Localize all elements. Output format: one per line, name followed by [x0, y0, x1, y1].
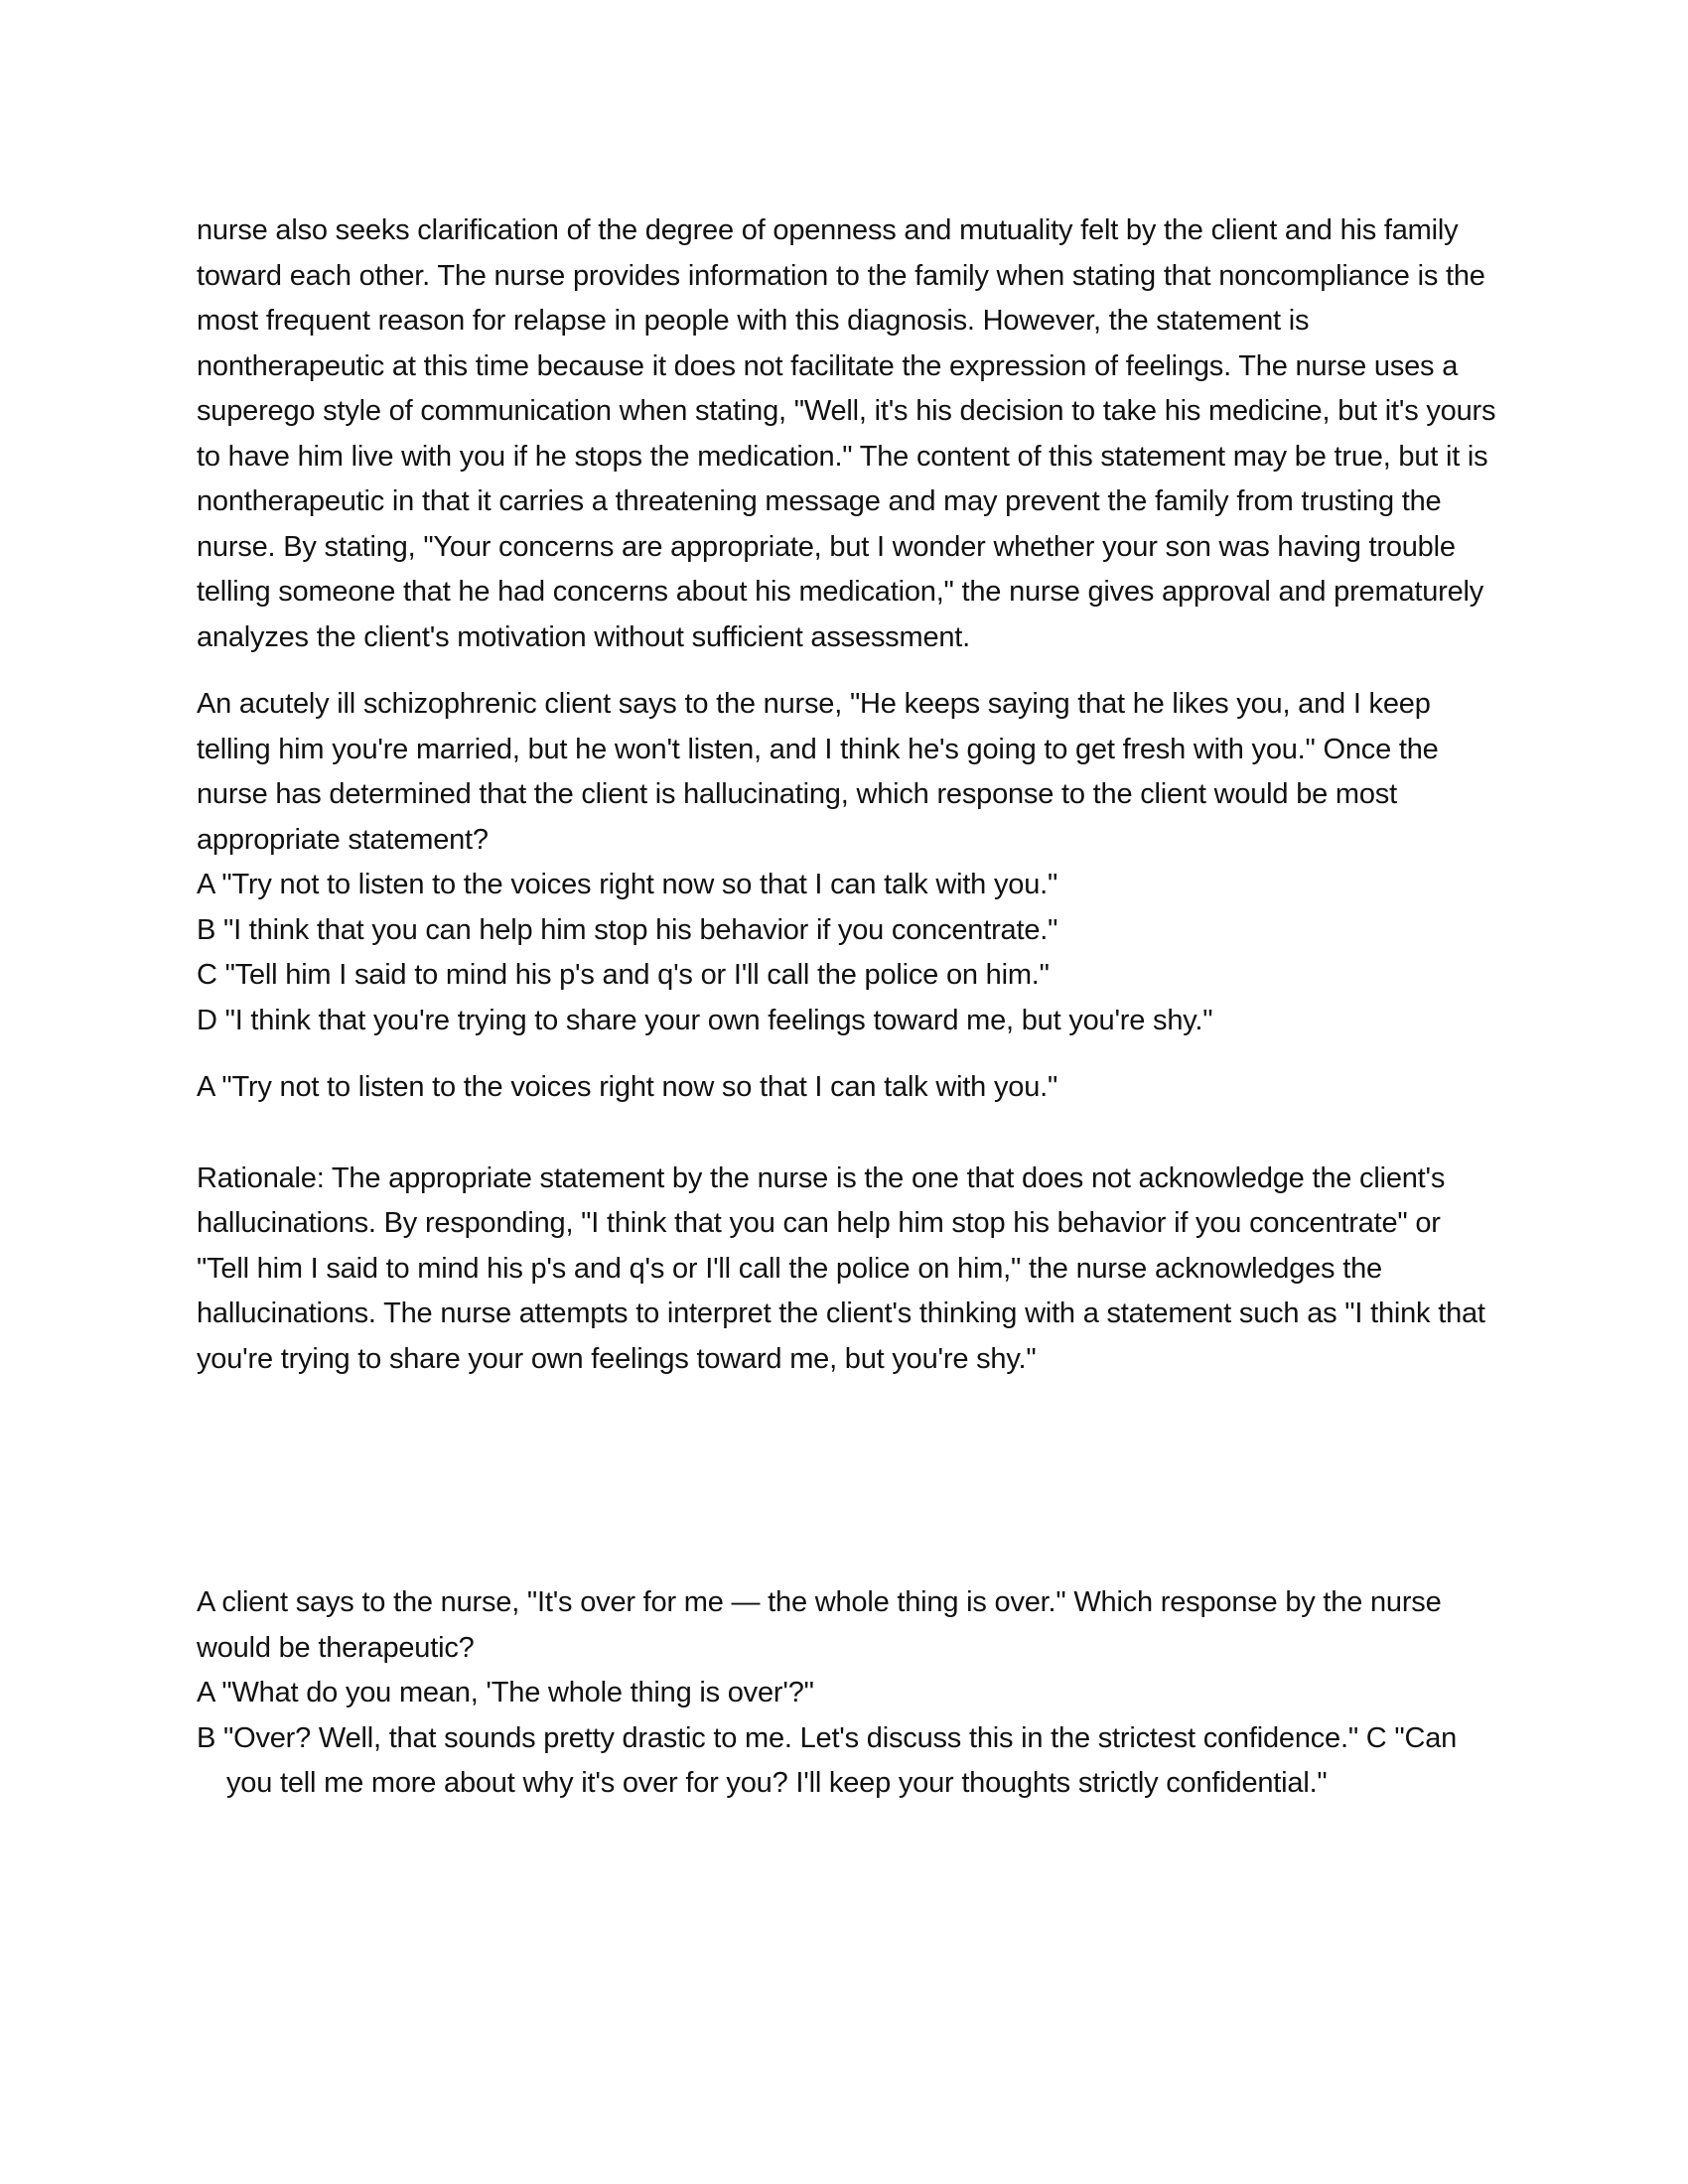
question-1-answer: A "Try not to listen to the voices right now so that I can talk with you.": [197, 1071, 1058, 1103]
question-2-stem: A client says to the nurse, "It's over for me — the whole thing is over." Which response by the nurse would be therapeutic?: [197, 1586, 1442, 1664]
question-1-rationale: Rationale: The appropriate statement by the nurse is the one that does not acknowledge the client's hallucinations. By responding, "I think that you can help him stop his behavior if you concentrate" or "Tell him I said to mind his p's and q's or I'll call the police on him," the nurse acknowledges the hallucinations. The nurse attempts to interpret the client's thinking with a statement such as "I think that you're trying to share your own feelings toward me, but you're shy.": [197, 1161, 1485, 1375]
spacer: [197, 1382, 1499, 1580]
document-page: [197, 208, 1499, 1807]
continued-rationale-paragraph: nurse also seeks clarification of the degree of openness and mutuality felt by the client and his family toward each other. The nurse provides information to the family when stating that noncompliance is the most frequent reason for relapse in people with this diagnosis. However, the statement is nontherapeutic at this time because it does not facilitate the expression of feelings. The nurse uses a superego style of communication when stating, "Well, it's his decision to take his medicine, but it's yours to have him live with you if he stops the medication." The content of this statement may be true, but it is nontherapeutic in that it carries a threatening message and may prevent the family from trusting the nurse. By stating, "Your concerns are appropriate, but I wonder whether your son was having trouble telling someone that he had concerns about his medication," the nurse gives approval and prematurely analyzes the client's motivation without sufficient assessment.: [197, 214, 1496, 653]
spacer: [197, 1111, 1499, 1157]
question-2-option-a: A "What do you mean, 'The whole thing is over'?": [197, 1677, 814, 1708]
question-1-option-d: D "I think that you're trying to share your own feelings toward me, but you're shy.": [197, 1004, 1213, 1036]
question-1-stem: An acutely ill schizophrenic client says to the nurse, "He keeps saying that he likes you, and I keep telling him you're married, but he won't listen, and I think he's going to get fresh with you." Once the nurse has determined that the client is hallucinating, which response to the client would be most appropriate statement?: [197, 688, 1439, 856]
question-1-option-b: B "I think that you can help him stop his behavior if you concentrate.": [197, 913, 1058, 946]
spacer: [197, 1043, 1499, 1065]
question-1-option-a: A "Try not to listen to the voices right now so that I can talk with you.": [197, 869, 1058, 900]
question-1-option-c: C "Tell him I said to mind his p's and q's or I'll call the police on him.": [197, 959, 1050, 991]
question-2-option-b-c: B "Over? Well, that sounds pretty drastic to me. Let's discuss this in the strictest confidence." C "Can you tell me more about why it's over for you? I'll keep your thoughts strictly confidential.": [197, 1721, 1458, 1799]
spacer: [197, 660, 1499, 682]
